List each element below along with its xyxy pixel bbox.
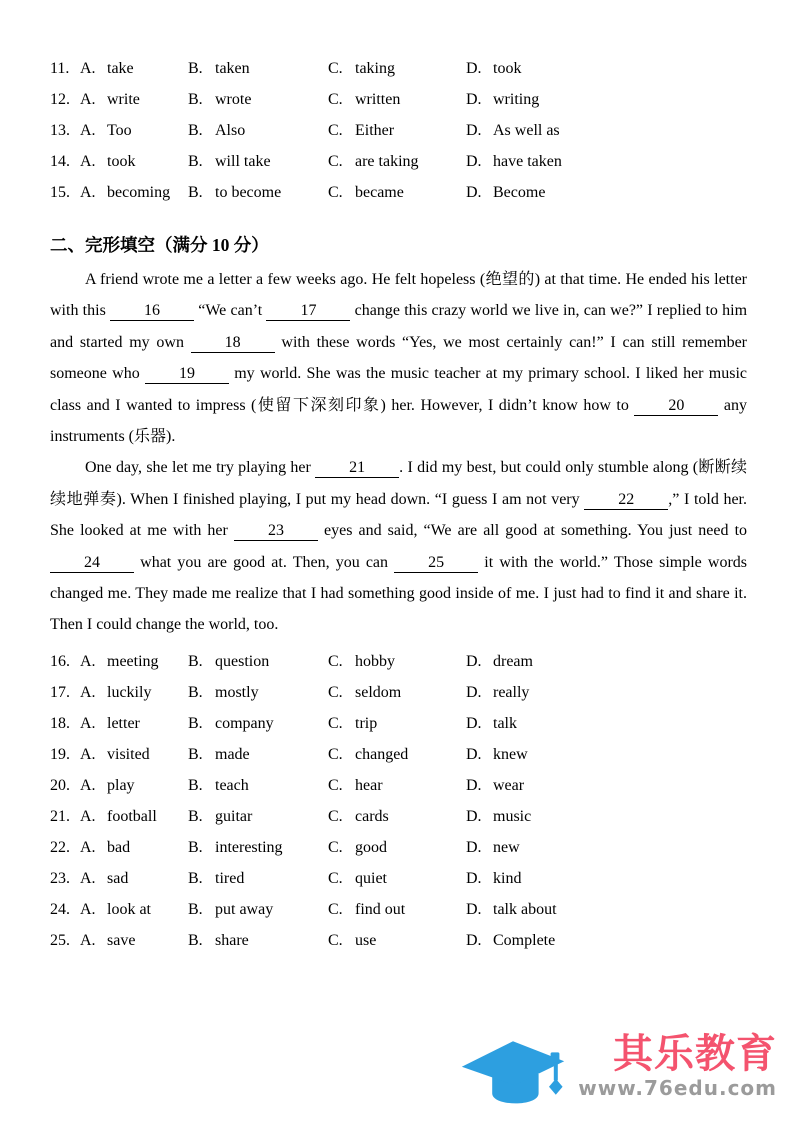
cloze-passage [50,264,747,641]
option-letter: A. [80,869,96,887]
option-letter: C. [328,869,343,887]
option-text: dream [493,652,533,670]
question-number: 12. [50,91,70,108]
question-number: 13. [50,122,70,139]
option-text: talk [493,714,517,732]
option-a [80,894,188,925]
option-text: kind [493,869,522,887]
question-number: 22. [50,838,70,856]
option-d [466,925,747,956]
option-text: sad [107,869,129,887]
option-text: good [355,838,387,856]
option-letter: C. [328,91,343,108]
option-letter: C. [328,776,343,794]
option-letter: C. [328,683,343,701]
cloze-blank-18: 18 [191,334,275,353]
option-letter: B. [188,745,203,763]
option-text: music [493,807,532,825]
option-a [80,53,188,84]
option-d [466,115,747,146]
option-text: wear [493,776,525,794]
option-letter: C. [328,900,343,918]
option-text: taken [215,60,250,77]
cloze-blank-19: 19 [145,365,229,384]
option-text: As well as [493,122,560,139]
option-c [328,677,466,708]
option-b [188,770,328,801]
option-c [328,925,466,956]
option-letter: C. [328,184,343,201]
option-a [80,801,188,832]
option-c [328,863,466,894]
option-letter: B. [188,91,203,108]
option-text: football [107,807,157,825]
option-text: use [355,931,377,949]
option-text: talk about [493,900,557,918]
question-row [50,894,747,925]
question-row [50,739,747,770]
option-text: visited [107,745,150,763]
option-text: made [215,745,250,763]
option-letter: C. [328,807,343,825]
question-number: 16. [50,652,70,670]
option-c [328,832,466,863]
option-text: find out [355,900,406,918]
option-c [328,53,466,84]
option-letter: A. [80,153,96,170]
cloze-blank-23: 23 [234,522,318,541]
option-text: Become [493,184,546,201]
option-text: bad [107,838,131,856]
cloze-blank-22: 22 [584,491,668,510]
option-letter: A. [80,683,96,701]
cloze-blank-17: 17 [266,302,350,321]
question-number: 23. [50,869,70,887]
option-d [466,708,747,739]
option-letter: B. [188,931,203,949]
option-letter: D. [466,91,482,108]
option-letter: D. [466,153,482,170]
option-a [80,863,188,894]
option-c [328,177,466,208]
option-d [466,146,747,177]
question-number: 24. [50,900,70,918]
option-text: Either [355,122,395,139]
option-letter: D. [466,931,482,949]
option-a [80,115,188,146]
option-text: have taken [493,153,562,170]
question-row [50,646,747,677]
question-number: 18. [50,714,70,732]
option-a [80,770,188,801]
option-text: put away [215,900,274,918]
option-c [328,115,466,146]
question-number: 19. [50,745,70,763]
option-text: Also [215,122,246,139]
option-c [328,739,466,770]
question-row [50,832,747,863]
option-d [466,863,747,894]
question-row [50,146,747,177]
option-c [328,646,466,677]
option-letter: D. [466,745,482,763]
option-a [80,177,188,208]
option-b [188,115,328,146]
question-number: 11. [50,60,70,77]
option-letter: B. [188,122,203,139]
option-letter: D. [466,838,482,856]
option-letter: D. [466,776,482,794]
passage-paragraph: A friend wrote me a letter a few weeks ago. He felt hopeless (绝望的) at that time. He ended his letter with this 16 “We can’t 17 change this crazy world we live in, can we?” I replied to him and started my own 18 with these words “Yes, we most certainly can!” I can still remember someone who 19 my world. She was the music teacher at my primary school. I liked her music class and I wanted to impress (使留下深刻印象) her. However, I didn’t know how to 20 any instruments (乐器). [50,271,748,446]
option-letter: A. [80,900,96,918]
option-text: hobby [355,652,395,670]
option-letter: D. [466,683,482,701]
option-text: play [107,776,135,794]
graduation-cap-icon [457,1034,569,1114]
option-letter: D. [466,900,482,918]
site-logo [457,1031,777,1114]
option-letter: C. [328,60,343,77]
option-text: really [493,683,530,701]
option-text: hear [355,776,383,794]
option-letter: D. [466,652,482,670]
option-letter: B. [188,652,203,670]
option-letter: B. [188,869,203,887]
option-text: interesting [215,838,283,856]
option-letter: C. [328,153,343,170]
option-letter: D. [466,60,482,77]
question-number: 25. [50,931,70,949]
question-number: 15. [50,184,70,201]
option-d [466,84,747,115]
option-d [466,53,747,84]
option-b [188,646,328,677]
option-a [80,84,188,115]
section-title: 二、完形填空（满分 10 分） [50,235,269,255]
question-list-11-15 [50,53,747,208]
option-c [328,770,466,801]
option-text: write [107,91,140,108]
question-row [50,770,747,801]
question-row [50,708,747,739]
question-row [50,925,747,956]
brand-name: 其乐教育 [613,1032,777,1076]
option-letter: A. [80,931,96,949]
brand-url: www.76edu.com [578,1076,777,1100]
option-b [188,739,328,770]
option-a [80,646,188,677]
option-text: Too [107,122,132,139]
option-letter: D. [466,184,482,201]
option-letter: A. [80,838,96,856]
option-text: Complete [493,931,556,949]
option-text: knew [493,745,528,763]
option-letter: A. [80,652,96,670]
option-letter: C. [328,931,343,949]
option-a [80,925,188,956]
option-letter: B. [188,776,203,794]
cloze-blank-16: 16 [110,302,194,321]
option-text: question [215,652,270,670]
option-text: meeting [107,652,159,670]
question-number: 17. [50,683,70,701]
option-c [328,894,466,925]
cloze-blank-24: 24 [50,554,134,573]
question-row [50,84,747,115]
option-letter: C. [328,652,343,670]
option-c [328,801,466,832]
option-text: are taking [355,153,419,170]
option-d [466,739,747,770]
option-c [328,146,466,177]
option-b [188,863,328,894]
option-b [188,708,328,739]
option-b [188,84,328,115]
option-d [466,832,747,863]
cloze-blank-25: 25 [394,554,478,573]
option-text: save [107,931,136,949]
option-letter: D. [466,869,482,887]
question-row [50,863,747,894]
option-a [80,708,188,739]
option-text: mostly [215,683,259,701]
option-text: take [107,60,134,77]
logo-text [578,1031,777,1100]
option-d [466,177,747,208]
option-text: became [355,184,404,201]
option-letter: B. [188,184,203,201]
option-text: taking [355,60,395,77]
option-b [188,677,328,708]
option-text: new [493,838,520,856]
question-row [50,53,747,84]
option-text: took [493,60,522,77]
question-row [50,115,747,146]
option-text: seldom [355,683,402,701]
question-row [50,801,747,832]
option-a [80,739,188,770]
option-letter: A. [80,91,96,108]
question-number: 20. [50,776,70,794]
option-d [466,677,747,708]
option-text: writing [493,91,540,108]
option-b [188,925,328,956]
option-c [328,708,466,739]
option-text: share [215,931,249,949]
option-letter: B. [188,838,203,856]
option-d [466,801,747,832]
option-letter: C. [328,122,343,139]
option-b [188,53,328,84]
option-b [188,146,328,177]
option-text: took [107,153,136,170]
option-d [466,770,747,801]
option-b [188,801,328,832]
option-text: to become [215,184,282,201]
option-text: company [215,714,274,732]
option-text: will take [215,153,271,170]
option-letter: A. [80,745,96,763]
option-letter: B. [188,153,203,170]
option-text: guitar [215,807,253,825]
option-letter: A. [80,184,96,201]
option-a [80,677,188,708]
option-text: look at [107,900,151,918]
question-number: 21. [50,807,70,825]
option-text: wrote [215,91,252,108]
option-letter: B. [188,60,203,77]
option-letter: C. [328,838,343,856]
option-letter: B. [188,807,203,825]
option-c [328,84,466,115]
option-a [80,146,188,177]
option-text: quiet [355,869,387,887]
option-text: tired [215,869,245,887]
option-text: becoming [107,184,171,201]
option-text: changed [355,745,409,763]
option-text: teach [215,776,249,794]
option-letter: C. [328,745,343,763]
option-text: trip [355,714,378,732]
option-letter: D. [466,714,482,732]
option-letter: D. [466,807,482,825]
option-a [80,832,188,863]
option-letter: B. [188,900,203,918]
option-text: luckily [107,683,152,701]
option-letter: A. [80,807,96,825]
option-b [188,832,328,863]
cloze-blank-21: 21 [315,459,399,478]
option-letter: A. [80,714,96,732]
option-letter: A. [80,122,96,139]
option-b [188,894,328,925]
question-number: 14. [50,153,70,170]
option-letter: C. [328,714,343,732]
option-letter: D. [466,122,482,139]
question-row [50,677,747,708]
option-letter: A. [80,60,96,77]
option-b [188,177,328,208]
option-text: letter [107,714,140,732]
option-d [466,894,747,925]
passage-paragraph: One day, she let me try playing her 21 . I did my best, but could only stumble along (断断续续地弹奏). When I finished playing, I put my head down. “I guess I am not very 22 ,” I told her. She looked at me with her 23 eyes and said, “We are all good at something. You just need to 24 what you are good at. Then, you can 25 it with the world.” Those simple words changed me. They made me realize that I had something good inside of me. I just had to find it and share it. Then I could change the world, too. [50,459,748,634]
question-list-16-25 [50,646,747,956]
cloze-blank-20: 20 [634,397,718,416]
option-letter: A. [80,776,96,794]
question-row [50,177,747,208]
option-letter: B. [188,683,203,701]
option-text: cards [355,807,389,825]
option-text: written [355,91,401,108]
option-d [466,646,747,677]
option-letter: B. [188,714,203,732]
